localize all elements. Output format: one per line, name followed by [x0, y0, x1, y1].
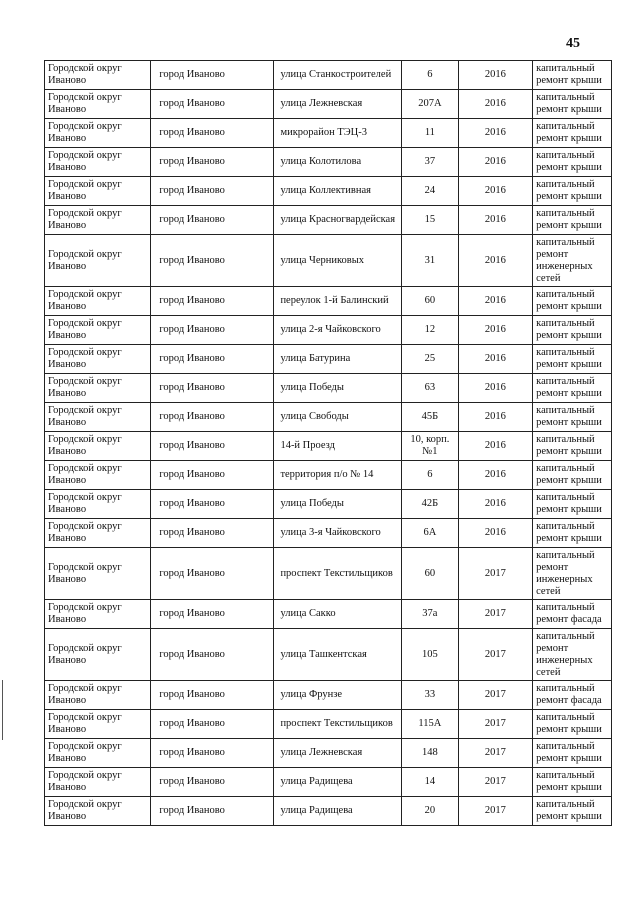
- house-number-cell: 15: [402, 206, 459, 235]
- work-type-cell: капитальный ремонт крыши: [533, 403, 612, 432]
- house-number-cell: 60: [402, 287, 459, 316]
- city-cell: город Иваново: [151, 119, 274, 148]
- table-row: [45, 461, 612, 490]
- district-cell: Городской округ Иваново: [45, 374, 151, 403]
- street-cell: 14-й Проезд: [274, 432, 402, 461]
- house-number-cell: 105: [402, 629, 459, 681]
- year-cell: 2017: [458, 768, 532, 797]
- street-cell: улица Лежневская: [274, 90, 402, 119]
- table-row: [45, 235, 612, 287]
- year-cell: 2017: [458, 600, 532, 629]
- house-number-cell: 14: [402, 768, 459, 797]
- city-cell: город Иваново: [151, 403, 274, 432]
- street-cell: улица Коллективная: [274, 177, 402, 206]
- work-type-cell: капитальный ремонт инженерных сетей: [533, 235, 612, 287]
- city-cell: город Иваново: [151, 797, 274, 826]
- district-cell: Городской округ Иваново: [45, 90, 151, 119]
- work-type-cell: капитальный ремонт крыши: [533, 461, 612, 490]
- house-number-cell: 12: [402, 316, 459, 345]
- house-number-cell: 37а: [402, 600, 459, 629]
- table-row: [45, 287, 612, 316]
- city-cell: город Иваново: [151, 90, 274, 119]
- district-cell: Городской округ Иваново: [45, 548, 151, 600]
- table-row: [45, 519, 612, 548]
- house-number-cell: 25: [402, 345, 459, 374]
- city-cell: город Иваново: [151, 345, 274, 374]
- city-cell: город Иваново: [151, 177, 274, 206]
- table-row: [45, 797, 612, 826]
- year-cell: 2017: [458, 681, 532, 710]
- table-row: [45, 681, 612, 710]
- district-cell: Городской округ Иваново: [45, 768, 151, 797]
- district-cell: Городской округ Иваново: [45, 461, 151, 490]
- table-row: [45, 600, 612, 629]
- table-row: [45, 206, 612, 235]
- street-cell: улица 3-я Чайковского: [274, 519, 402, 548]
- district-cell: Городской округ Иваново: [45, 345, 151, 374]
- district-cell: Городской округ Иваново: [45, 797, 151, 826]
- table-row: [45, 403, 612, 432]
- district-cell: Городской округ Иваново: [45, 287, 151, 316]
- year-cell: 2016: [458, 519, 532, 548]
- city-cell: город Иваново: [151, 287, 274, 316]
- street-cell: улица Лежневская: [274, 739, 402, 768]
- street-cell: проспект Текстильщиков: [274, 548, 402, 600]
- street-cell: улица Красногвардейская: [274, 206, 402, 235]
- street-cell: улица Радищева: [274, 797, 402, 826]
- table-row: [45, 548, 612, 600]
- street-cell: проспект Текстильщиков: [274, 710, 402, 739]
- table-row: [45, 90, 612, 119]
- year-cell: 2016: [458, 235, 532, 287]
- year-cell: 2016: [458, 345, 532, 374]
- district-cell: Городской округ Иваново: [45, 119, 151, 148]
- street-cell: улица Колотилова: [274, 148, 402, 177]
- work-type-cell: капитальный ремонт крыши: [533, 739, 612, 768]
- street-cell: улица Ташкентская: [274, 629, 402, 681]
- work-type-cell: капитальный ремонт инженерных сетей: [533, 629, 612, 681]
- work-type-cell: капитальный ремонт крыши: [533, 206, 612, 235]
- house-number-cell: 115А: [402, 710, 459, 739]
- district-cell: Городской округ Иваново: [45, 177, 151, 206]
- city-cell: город Иваново: [151, 148, 274, 177]
- district-cell: Городской округ Иваново: [45, 681, 151, 710]
- house-number-cell: 45Б: [402, 403, 459, 432]
- city-cell: город Иваново: [151, 768, 274, 797]
- house-number-cell: 6: [402, 461, 459, 490]
- year-cell: 2017: [458, 797, 532, 826]
- house-number-cell: 42Б: [402, 490, 459, 519]
- work-type-cell: капитальный ремонт крыши: [533, 61, 612, 90]
- city-cell: город Иваново: [151, 235, 274, 287]
- work-type-cell: капитальный ремонт крыши: [533, 148, 612, 177]
- street-cell: улица Сакко: [274, 600, 402, 629]
- city-cell: город Иваново: [151, 519, 274, 548]
- city-cell: город Иваново: [151, 206, 274, 235]
- house-number-cell: 148: [402, 739, 459, 768]
- table-row: [45, 710, 612, 739]
- city-cell: город Иваново: [151, 316, 274, 345]
- year-cell: 2016: [458, 90, 532, 119]
- year-cell: 2016: [458, 490, 532, 519]
- work-type-cell: капитальный ремонт крыши: [533, 316, 612, 345]
- city-cell: город Иваново: [151, 432, 274, 461]
- year-cell: 2016: [458, 119, 532, 148]
- house-number-cell: 6А: [402, 519, 459, 548]
- page-number: 45: [566, 36, 580, 51]
- work-type-cell: капитальный ремонт крыши: [533, 177, 612, 206]
- street-cell: территория п/о № 14: [274, 461, 402, 490]
- house-number-cell: 10, корп. №1: [402, 432, 459, 461]
- work-type-cell: капитальный ремонт фасада: [533, 681, 612, 710]
- street-cell: улица 2-я Чайковского: [274, 316, 402, 345]
- work-type-cell: капитальный ремонт крыши: [533, 374, 612, 403]
- work-type-cell: капитальный ремонт крыши: [533, 710, 612, 739]
- street-cell: микрорайон ТЭЦ-3: [274, 119, 402, 148]
- work-type-cell: капитальный ремонт крыши: [533, 519, 612, 548]
- table-row: [45, 119, 612, 148]
- district-cell: Городской округ Иваново: [45, 235, 151, 287]
- house-number-cell: 63: [402, 374, 459, 403]
- work-type-cell: капитальный ремонт крыши: [533, 432, 612, 461]
- table-row: [45, 768, 612, 797]
- city-cell: город Иваново: [151, 681, 274, 710]
- city-cell: город Иваново: [151, 710, 274, 739]
- work-type-cell: капитальный ремонт крыши: [533, 797, 612, 826]
- district-cell: Городской округ Иваново: [45, 710, 151, 739]
- work-type-cell: капитальный ремонт фасада: [533, 600, 612, 629]
- work-type-cell: капитальный ремонт инженерных сетей: [533, 548, 612, 600]
- house-number-cell: 20: [402, 797, 459, 826]
- street-cell: улица Фрунзе: [274, 681, 402, 710]
- street-cell: улица Победы: [274, 490, 402, 519]
- year-cell: 2016: [458, 374, 532, 403]
- table-row: [45, 629, 612, 681]
- year-cell: 2016: [458, 432, 532, 461]
- year-cell: 2017: [458, 548, 532, 600]
- year-cell: 2016: [458, 177, 532, 206]
- house-number-cell: 31: [402, 235, 459, 287]
- year-cell: 2017: [458, 739, 532, 768]
- house-number-cell: 60: [402, 548, 459, 600]
- district-cell: Городской округ Иваново: [45, 206, 151, 235]
- street-cell: переулок 1-й Балинский: [274, 287, 402, 316]
- city-cell: город Иваново: [151, 374, 274, 403]
- work-type-cell: капитальный ремонт крыши: [533, 768, 612, 797]
- building-repair-table: [44, 60, 612, 826]
- table-row: [45, 177, 612, 206]
- district-cell: Городской округ Иваново: [45, 739, 151, 768]
- street-cell: улица Радищева: [274, 768, 402, 797]
- house-number-cell: 11: [402, 119, 459, 148]
- work-type-cell: капитальный ремонт крыши: [533, 119, 612, 148]
- work-type-cell: капитальный ремонт крыши: [533, 490, 612, 519]
- year-cell: 2016: [458, 403, 532, 432]
- city-cell: город Иваново: [151, 61, 274, 90]
- city-cell: город Иваново: [151, 629, 274, 681]
- table-body: [45, 61, 612, 826]
- street-cell: улица Станкостроителей: [274, 61, 402, 90]
- year-cell: 2016: [458, 316, 532, 345]
- work-type-cell: капитальный ремонт крыши: [533, 345, 612, 374]
- work-type-cell: капитальный ремонт крыши: [533, 90, 612, 119]
- table-row: [45, 490, 612, 519]
- district-cell: Городской округ Иваново: [45, 490, 151, 519]
- year-cell: 2016: [458, 148, 532, 177]
- house-number-cell: 207А: [402, 90, 459, 119]
- year-cell: 2016: [458, 206, 532, 235]
- city-cell: город Иваново: [151, 739, 274, 768]
- house-number-cell: 33: [402, 681, 459, 710]
- table-row: [45, 316, 612, 345]
- district-cell: Городской округ Иваново: [45, 148, 151, 177]
- year-cell: 2016: [458, 461, 532, 490]
- street-cell: улица Черниковых: [274, 235, 402, 287]
- district-cell: Городской округ Иваново: [45, 629, 151, 681]
- street-cell: улица Батурина: [274, 345, 402, 374]
- year-cell: 2016: [458, 287, 532, 316]
- house-number-cell: 24: [402, 177, 459, 206]
- street-cell: улица Свободы: [274, 403, 402, 432]
- year-cell: 2017: [458, 710, 532, 739]
- district-cell: Городской округ Иваново: [45, 432, 151, 461]
- table-row: [45, 374, 612, 403]
- house-number-cell: 6: [402, 61, 459, 90]
- year-cell: 2017: [458, 629, 532, 681]
- district-cell: Городской округ Иваново: [45, 403, 151, 432]
- district-cell: Городской округ Иваново: [45, 316, 151, 345]
- year-cell: 2016: [458, 61, 532, 90]
- city-cell: город Иваново: [151, 600, 274, 629]
- table-row: [45, 432, 612, 461]
- table-row: [45, 345, 612, 374]
- district-cell: Городской округ Иваново: [45, 600, 151, 629]
- city-cell: город Иваново: [151, 490, 274, 519]
- scan-edge-mark: [2, 680, 3, 740]
- district-cell: Городской округ Иваново: [45, 519, 151, 548]
- table-row: [45, 148, 612, 177]
- city-cell: город Иваново: [151, 548, 274, 600]
- street-cell: улица Победы: [274, 374, 402, 403]
- district-cell: Городской округ Иваново: [45, 61, 151, 90]
- work-type-cell: капитальный ремонт крыши: [533, 287, 612, 316]
- house-number-cell: 37: [402, 148, 459, 177]
- table-row: [45, 739, 612, 768]
- city-cell: город Иваново: [151, 461, 274, 490]
- table-row: [45, 61, 612, 90]
